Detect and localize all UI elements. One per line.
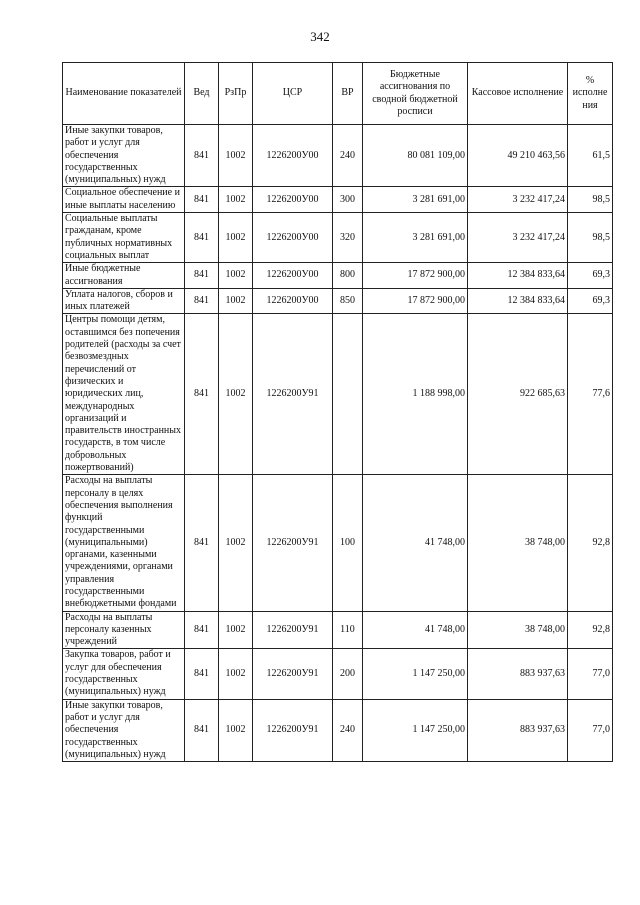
table-header	[63, 63, 613, 125]
cell-cash: 3 232 417,24	[468, 213, 568, 263]
cell-percent: 69,3	[568, 263, 613, 289]
cell-percent: 98,5	[568, 213, 613, 263]
cell-csr: 1226200У91	[253, 649, 333, 699]
cell-percent: 92,8	[568, 611, 613, 649]
cell-cash: 12 384 833,64	[468, 263, 568, 289]
table-row	[63, 611, 613, 649]
header-name: Наименование показателей	[63, 63, 185, 125]
cell-name: Расходы на выплаты персоналу казенных учреждений	[63, 611, 185, 649]
table-row	[63, 699, 613, 761]
cell-budget: 17 872 900,00	[363, 288, 468, 314]
table-row	[63, 187, 613, 213]
cell-budget: 3 281 691,00	[363, 187, 468, 213]
cell-ved: 841	[185, 611, 219, 649]
cell-cash: 12 384 833,64	[468, 288, 568, 314]
cell-budget: 80 081 109,00	[363, 125, 468, 187]
cell-vr: 300	[333, 187, 363, 213]
cell-ved: 841	[185, 314, 219, 475]
cell-budget: 17 872 900,00	[363, 263, 468, 289]
cell-rzpr: 1002	[219, 611, 253, 649]
cell-name: Иные закупки товаров, работ и услуг для обеспечения государственных (муниципальных) нужд	[63, 699, 185, 761]
cell-cash: 38 748,00	[468, 611, 568, 649]
cell-rzpr: 1002	[219, 125, 253, 187]
cell-cash: 49 210 463,56	[468, 125, 568, 187]
cell-name: Расходы на выплаты персоналу в целях обеспечения выполнения функций государственными (муниципальными) органами, казенными учреждениями, органами управления государственными внебюджетными фондами	[63, 475, 185, 611]
cell-budget: 41 748,00	[363, 475, 468, 611]
cell-vr: 240	[333, 699, 363, 761]
cell-rzpr: 1002	[219, 649, 253, 699]
cell-percent: 98,5	[568, 187, 613, 213]
table-row	[63, 263, 613, 289]
cell-percent: 92,8	[568, 475, 613, 611]
header-budget: Бюджетные ассигнования по сводной бюджетной росписи	[363, 63, 468, 125]
cell-ved: 841	[185, 649, 219, 699]
cell-cash: 922 685,63	[468, 314, 568, 475]
header-vr: ВР	[333, 63, 363, 125]
cell-cash: 883 937,63	[468, 649, 568, 699]
cell-cash: 38 748,00	[468, 475, 568, 611]
cell-percent: 77,0	[568, 699, 613, 761]
cell-percent: 77,0	[568, 649, 613, 699]
cell-rzpr: 1002	[219, 187, 253, 213]
cell-ved: 841	[185, 475, 219, 611]
cell-rzpr: 1002	[219, 475, 253, 611]
budget-execution-table	[62, 62, 613, 762]
cell-name: Социальные выплаты гражданам, кроме публичных нормативных социальных выплат	[63, 213, 185, 263]
cell-budget: 1 188 998,00	[363, 314, 468, 475]
cell-vr: 200	[333, 649, 363, 699]
cell-rzpr: 1002	[219, 288, 253, 314]
cell-name: Иные бюджетные ассигнования	[63, 263, 185, 289]
header-ved: Вед	[185, 63, 219, 125]
cell-ved: 841	[185, 263, 219, 289]
cell-csr: 1226200У91	[253, 699, 333, 761]
cell-csr: 1226200У00	[253, 213, 333, 263]
cell-vr: 100	[333, 475, 363, 611]
cell-percent: 61,5	[568, 125, 613, 187]
cell-budget: 3 281 691,00	[363, 213, 468, 263]
cell-vr: 110	[333, 611, 363, 649]
cell-vr: 850	[333, 288, 363, 314]
cell-csr: 1226200У00	[253, 263, 333, 289]
table-row	[63, 475, 613, 611]
table-row	[63, 649, 613, 699]
cell-csr: 1226200У91	[253, 611, 333, 649]
cell-name: Иные закупки товаров, работ и услуг для обеспечения государственных (муниципальных) нужд	[63, 125, 185, 187]
cell-csr: 1226200У00	[253, 187, 333, 213]
cell-csr: 1226200У91	[253, 475, 333, 611]
table-row	[63, 125, 613, 187]
cell-csr: 1226200У91	[253, 314, 333, 475]
cell-ved: 841	[185, 288, 219, 314]
cell-cash: 3 232 417,24	[468, 187, 568, 213]
cell-budget: 1 147 250,00	[363, 649, 468, 699]
cell-name: Уплата налогов, сборов и иных платежей	[63, 288, 185, 314]
cell-vr: 320	[333, 213, 363, 263]
cell-csr: 1226200У00	[253, 288, 333, 314]
cell-name: Закупка товаров, работ и услуг для обеспечения государственных (муниципальных) нужд	[63, 649, 185, 699]
cell-percent: 69,3	[568, 288, 613, 314]
cell-ved: 841	[185, 125, 219, 187]
header-rzpr: РзПр	[219, 63, 253, 125]
cell-ved: 841	[185, 213, 219, 263]
cell-rzpr: 1002	[219, 263, 253, 289]
header-cash: Кассовое исполнение	[468, 63, 568, 125]
cell-rzpr: 1002	[219, 314, 253, 475]
cell-ved: 841	[185, 699, 219, 761]
table-row	[63, 314, 613, 475]
cell-ved: 841	[185, 187, 219, 213]
header-percent: % исполне ния	[568, 63, 613, 125]
header-csr: ЦСР	[253, 63, 333, 125]
cell-csr: 1226200У00	[253, 125, 333, 187]
cell-vr: 240	[333, 125, 363, 187]
page-number: 342	[310, 29, 330, 44]
table-body	[63, 125, 613, 762]
cell-name: Социальное обеспечение и иные выплаты населению	[63, 187, 185, 213]
cell-percent: 77,6	[568, 314, 613, 475]
header-row	[63, 63, 613, 125]
cell-name: Центры помощи детям, оставшимся без попечения родителей (расходы за счет безвозмездных перечислений от физических и юридических лиц, международных организаций и правительств иностранных государств, в том числе добровольных пожертвований)	[63, 314, 185, 475]
cell-budget: 41 748,00	[363, 611, 468, 649]
cell-vr	[333, 314, 363, 475]
cell-rzpr: 1002	[219, 699, 253, 761]
table-row	[63, 213, 613, 263]
cell-vr: 800	[333, 263, 363, 289]
cell-budget: 1 147 250,00	[363, 699, 468, 761]
cell-rzpr: 1002	[219, 213, 253, 263]
table-row	[63, 288, 613, 314]
cell-cash: 883 937,63	[468, 699, 568, 761]
